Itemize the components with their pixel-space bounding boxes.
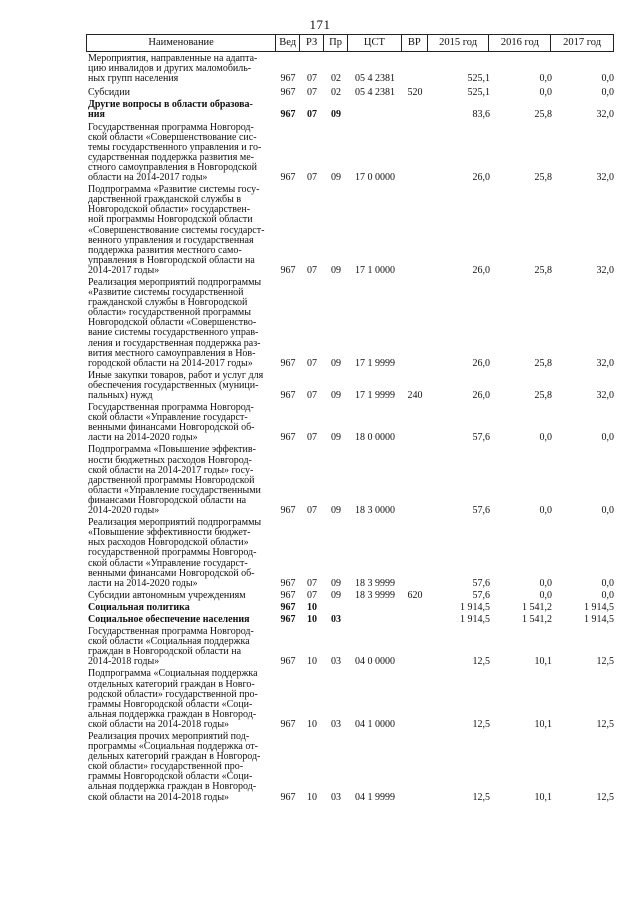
row-ved: 967: [280, 601, 296, 613]
row-rz: 10: [307, 791, 317, 803]
row-ved: 967: [280, 390, 296, 401]
row-2015: 12,5: [472, 718, 490, 730]
row-name: Социальное обеспечение населения: [88, 613, 250, 625]
row-2015: 12,5: [472, 656, 490, 668]
table-row: [86, 54, 614, 84]
row-pr: 09: [331, 264, 341, 276]
table-row: [86, 100, 614, 120]
table-row: [86, 403, 614, 443]
row-2015: 26,0: [472, 264, 490, 276]
row-2017: 12,5: [596, 718, 614, 730]
row-rz: 07: [307, 357, 317, 369]
row-pr: 09: [331, 357, 341, 369]
row-2017: 0,0: [601, 589, 614, 601]
row-cst: 17 1 9999: [355, 390, 395, 401]
row-rz: 10: [307, 613, 317, 625]
row-rz: 07: [307, 577, 317, 589]
header-rz: РЗ: [300, 35, 324, 51]
header-ved: Вед: [276, 35, 300, 51]
row-2017: 0,0: [601, 577, 614, 589]
row-2017: 1 914,5: [584, 613, 614, 625]
header-name: Наименование: [87, 35, 276, 51]
row-ved: 967: [280, 432, 296, 444]
row-pr: 03: [331, 613, 341, 625]
row-2016: 10,1: [534, 718, 552, 730]
table-row: [86, 445, 614, 516]
row-cst: 18 3 9999: [355, 577, 395, 589]
row-ved: 967: [280, 264, 296, 276]
row-2017: 1 914,5: [584, 601, 614, 613]
row-rz: 07: [307, 109, 317, 121]
row-rz: 07: [307, 432, 317, 444]
row-2015: 57,6: [472, 432, 490, 444]
row-ved: 967: [280, 109, 296, 121]
row-2015: 525,1: [467, 73, 490, 85]
row-rz: 07: [307, 589, 317, 601]
row-pr: 09: [331, 505, 341, 517]
row-2015: 12,5: [472, 791, 490, 803]
row-2016: 25,8: [534, 172, 552, 184]
row-2017: 12,5: [596, 791, 614, 803]
row-ved: 967: [280, 357, 296, 369]
row-2016: 0,0: [539, 577, 552, 589]
row-ved: 967: [280, 613, 296, 625]
row-cst: 04 0 0000: [355, 656, 395, 668]
row-cst: 17 1 9999: [355, 357, 395, 369]
row-pr: 09: [331, 172, 341, 184]
row-ved: 967: [280, 73, 296, 85]
table-body: [86, 54, 614, 803]
row-2017: 0,0: [601, 505, 614, 517]
row-2016: 25,8: [534, 264, 552, 276]
row-cst: 05 4 2381: [355, 73, 395, 85]
row-ved: 967: [280, 718, 296, 730]
table-row: [86, 603, 614, 613]
row-rz: 07: [307, 87, 317, 99]
row-pr: 09: [331, 577, 341, 589]
row-2016: 10,1: [534, 791, 552, 803]
table-row: [86, 669, 614, 730]
row-name: Реализация мероприятий подпрограммы «Развитие системы государственной гражданской службы в Новгородской области» государственной программы Новгородской области «Совершенство- вание системы государственного управ- ления и государственная поддержка раз- вития местного самоуправления в Нов- городской области на 2014-2017 годы»: [88, 276, 262, 369]
row-2017: 32,0: [596, 390, 614, 401]
row-2015: 525,1: [467, 87, 490, 99]
row-name: Иные закупки товаров, работ и услуг для обеспечения государственных (муници- пальных) нужд: [88, 369, 264, 401]
row-2017: 0,0: [601, 432, 614, 444]
row-ved: 967: [280, 505, 296, 517]
row-name: Подпрограмма «Развитие системы госу- дарственной гражданской службы в Новгородской области» государствен- ной программы Новгородской области «Совершенствование системы государст- венного управления и государственная поддержка развития местного само- управления в Новгородской области на 2014-2017 годы»: [88, 184, 265, 276]
row-pr: 03: [331, 656, 341, 668]
table-row: [86, 615, 614, 625]
row-2016: 0,0: [539, 432, 552, 444]
page-number: 171: [309, 17, 331, 32]
row-rz: 07: [307, 172, 317, 184]
row-rz: 10: [307, 718, 317, 730]
row-name: Социальная политика: [88, 601, 190, 613]
header-2016: 2016 год: [489, 35, 551, 51]
row-ved: 967: [280, 589, 296, 601]
row-2016: 0,0: [539, 589, 552, 601]
row-rz: 07: [307, 73, 317, 85]
row-2016: 25,8: [534, 390, 552, 401]
budget-table: [86, 34, 614, 803]
row-2017: 32,0: [596, 109, 614, 121]
row-2016: 1 541,2: [522, 601, 552, 613]
row-2017: 0,0: [601, 73, 614, 85]
row-pr: 09: [331, 432, 341, 444]
row-2015: 1 914,5: [460, 613, 490, 625]
table-header: [86, 34, 614, 52]
row-2016: 0,0: [539, 87, 552, 99]
row-2016: 25,8: [534, 357, 552, 369]
row-2016: 1 541,2: [522, 613, 552, 625]
row-2015: 1 914,5: [460, 601, 490, 613]
row-2016: 0,0: [539, 73, 552, 85]
row-name: Государственная программа Новгород- ской области «Социальная поддержка граждан в Новгородской области на 2014-2018 годы»: [88, 626, 254, 668]
row-ved: 967: [280, 87, 296, 99]
row-rz: 07: [307, 390, 317, 401]
row-2017: 12,5: [596, 656, 614, 668]
table-row: [86, 123, 614, 184]
row-name: Подпрограмма «Социальная поддержка отдельных категорий граждан в Новго- родской области» государственной про- граммы Новгородской области «Соци- альная поддержка граждан в Новгород- ской области на 2014-2018 годы»: [88, 668, 258, 730]
row-2017: 0,0: [601, 87, 614, 99]
row-2017: 32,0: [596, 172, 614, 184]
row-pr: 09: [331, 589, 341, 601]
row-name: Реализация мероприятий подпрограммы «Повышение эффективности бюджет- ных расходов Новгородской области» государственной программы Новгород- ской области «Управление государст- венными финансами Новгородской об- ласти на 2014-2020 годы»: [88, 517, 262, 589]
row-cst: 04 1 9999: [355, 791, 395, 803]
table-row: [86, 88, 614, 98]
row-2016: 10,1: [534, 656, 552, 668]
row-2016: 25,8: [534, 109, 552, 121]
row-2015: 83,6: [472, 109, 490, 121]
row-cst: 04 1 0000: [355, 718, 395, 730]
header-vr: ВР: [402, 35, 428, 51]
header-pr: Пр: [324, 35, 348, 51]
row-name: Субсидии автономным учреждениям: [88, 589, 246, 601]
row-pr: 03: [331, 791, 341, 803]
row-vr: 520: [407, 87, 423, 99]
row-cst: 17 0 0000: [355, 172, 395, 184]
row-rz: 10: [307, 656, 317, 668]
row-name: Подпрограмма «Повышение эффектив- ности бюджетных расходов Новгород- ской области на 2014-2017 годы» госу- дарственной программы Новгородской области «Управление государственными финансами Новгородской области на 2014-2020 годы»: [88, 444, 261, 517]
row-ved: 967: [280, 172, 296, 184]
row-cst: 18 0 0000: [355, 432, 395, 444]
row-name: Субсидии: [88, 87, 130, 99]
table-row: [86, 371, 614, 401]
row-2017: 32,0: [596, 264, 614, 276]
row-2015: 57,6: [472, 505, 490, 517]
header-2015: 2015 год: [428, 35, 490, 51]
row-name: Другие вопросы в области образова- ния: [88, 99, 253, 121]
row-vr: 620: [407, 589, 423, 601]
row-2015: 26,0: [472, 357, 490, 369]
table-row: [86, 732, 614, 803]
row-rz: 07: [307, 264, 317, 276]
row-ved: 967: [280, 656, 296, 668]
row-cst: 18 3 9999: [355, 589, 395, 601]
row-2015: 57,6: [472, 589, 490, 601]
row-cst: 18 3 0000: [355, 505, 395, 517]
header-2017: 2017 год: [563, 37, 602, 48]
row-pr: 03: [331, 718, 341, 730]
table-row: [86, 591, 614, 601]
row-ved: 967: [280, 791, 296, 803]
row-pr: 02: [331, 87, 341, 99]
row-name: Государственная программа Новгород- ской области «Совершенствование сис- темы государственного управления и го- сударственная поддержка развития ме- стного самоуправления в Новгородской области на 2014-2017 годы»: [88, 121, 262, 184]
row-2015: 26,0: [472, 172, 490, 184]
header-cst: ЦСТ: [348, 35, 402, 51]
row-2015: 57,6: [472, 577, 490, 589]
table-row: [86, 627, 614, 667]
row-rz: 07: [307, 505, 317, 517]
row-pr: 09: [331, 390, 341, 401]
row-pr: 09: [331, 109, 341, 121]
table-row: [86, 518, 614, 589]
table-row: [86, 278, 614, 369]
row-2015: 26,0: [472, 390, 490, 401]
row-vr: 240: [407, 390, 423, 401]
table-row: [86, 185, 614, 276]
row-rz: 10: [307, 601, 317, 613]
row-name: Государственная программа Новгород- ской области «Управление государст- венными финансами Новгородской об- ласти на 2014-2020 годы»: [88, 402, 255, 444]
row-ved: 967: [280, 577, 296, 589]
row-2017: 32,0: [596, 357, 614, 369]
row-cst: 17 1 0000: [355, 264, 395, 276]
row-2016: 0,0: [539, 505, 552, 517]
row-name: Реализация прочих мероприятий под- программы «Социальная поддержка от- дельных категорий граждан в Новгород- ской области» государственной про- граммы Новгородской области «Соци- альная поддержка граждан в Новгород- ской области на 2014-2018 годы»: [88, 731, 261, 803]
row-name: Мероприятия, направленные на адапта- цию инвалидов и других маломобиль- ных групп населения: [88, 53, 258, 85]
row-cst: 05 4 2381: [355, 87, 395, 99]
row-pr: 02: [331, 73, 341, 85]
